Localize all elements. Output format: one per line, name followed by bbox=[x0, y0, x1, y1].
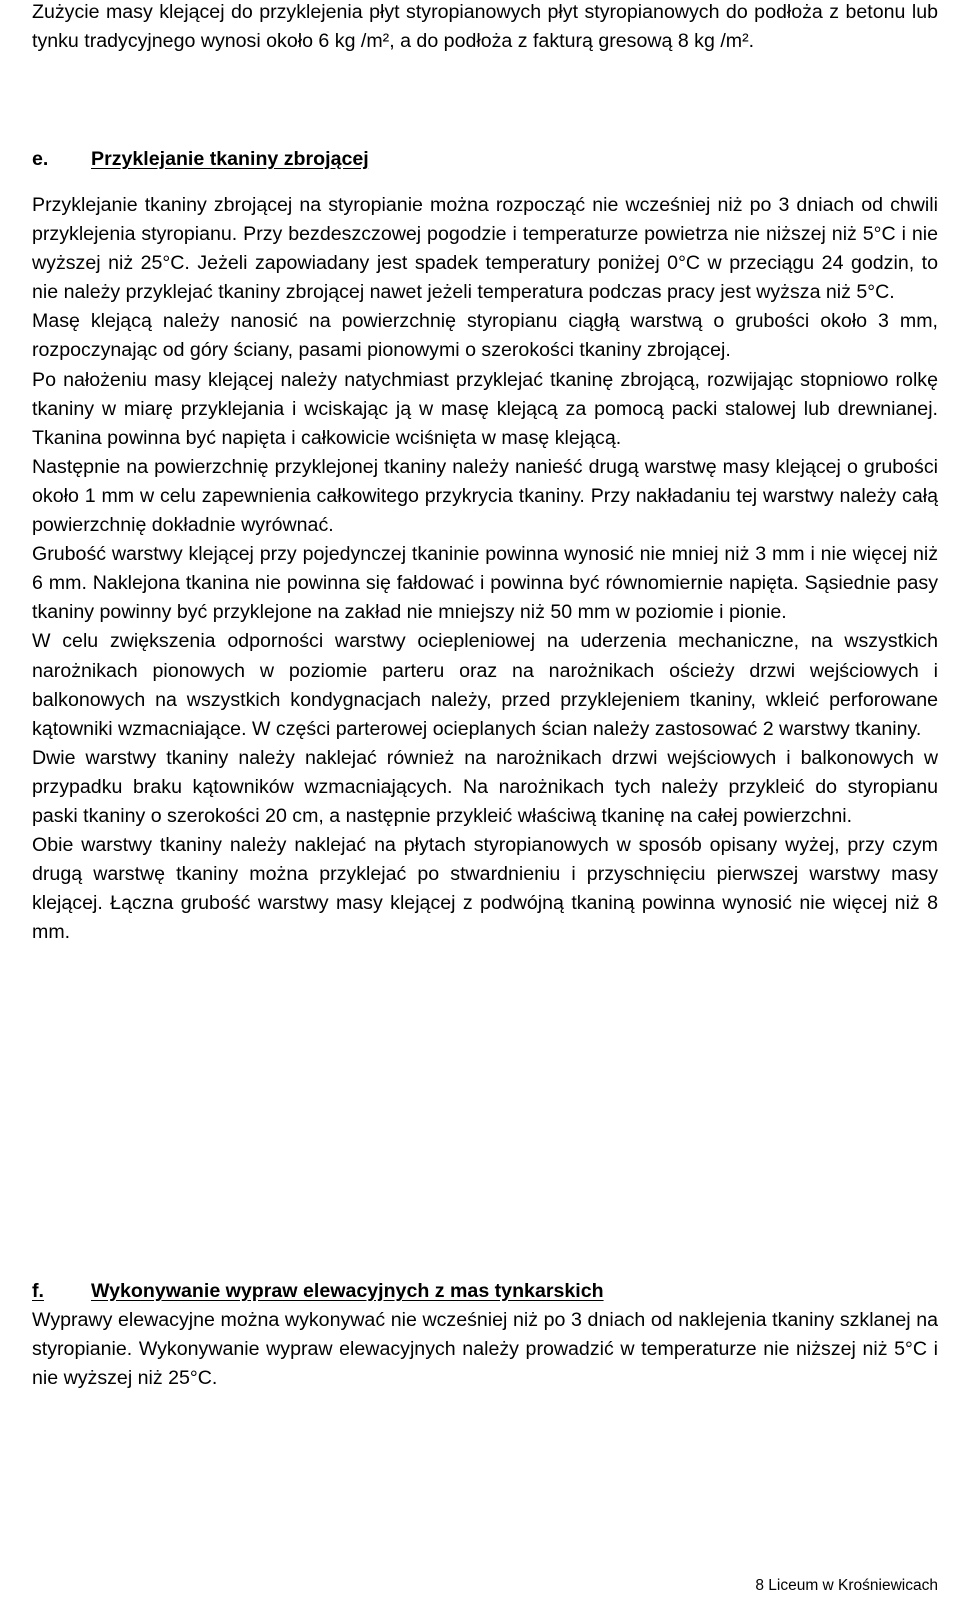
section-e-paragraph: Przyklejanie tkaniny zbrojącej na styropianie można rozpocząć nie wcześniej niż po 3 dniach od chwili przyklejenia styropianu. Przy bezdeszczowej pogodzie i temperaturze powietrza nie niższej niż 5°C i nie wyższej niż 25°C. Jeżeli zapowiadany jest spadek temperatury poniżej 0°C w przeciągu 24 godzin, to nie należy przyklejać tkaniny zbrojącej nawet jeżeli temperatura podczas pracy jest wyższa niż 5°C. bbox=[32, 194, 938, 304]
section-f-paragraph: Wyprawy elewacyjne można wykonywać nie wcześniej niż po 3 dniach od naklejenia tkaniny szklanej na styropianie. Wykonywanie wypraw elewacyjnych należy prowadzić w temperaturze nie niższej niż 5°C i nie wyższej niż 25°C. bbox=[32, 1309, 938, 1390]
section-f-title: Wykonywanie wypraw elewacyjnych z mas tynkarskich bbox=[91, 1280, 604, 1302]
section-f bbox=[32, 1277, 938, 1393]
page-footer: 8 Liceum w Krośniewicach bbox=[755, 1577, 938, 1594]
section-e-paragraph: W celu zwiększenia odporności warstwy ociepleniowej na uderzenia mechaniczne, na wszystkich narożnikach pionowych w poziomie parteru oraz na narożnikach ościeży drzwi wejściowych i balkonowych na wszystkich kondygnacjach należy, przed przyklejeniem tkaniny, wkleić perforowane kątowniki wzmacniające. W części parterowej ocieplanych ścian należy zastosować 2 warstwy tkaniny. bbox=[32, 630, 938, 740]
section-f-letter: f. bbox=[32, 1280, 44, 1302]
section-e-letter: e. bbox=[32, 148, 49, 170]
section-e-heading bbox=[32, 145, 938, 174]
intro-paragraph: Zużycie masy klejącej do przyklejenia płyt styropianowych płyt styropianowych do podłoża z betonu lub tynku tradycyjnego wynosi około 6 kg /m², a do podłoża z fakturą gresową 8 kg /m². bbox=[32, 1, 938, 53]
section-e bbox=[32, 145, 938, 947]
section-e-paragraph: Po nałożeniu masy klejącej należy natychmiast przyklejać tkaninę zbrojącą, rozwijając stopniowo rolkę tkaniny w miarę przyklejania i wciskając ją w masę klejącą za pomocą packi stalowej lub drewnianej. Tkanina powinna być napięta i całkowicie wciśnięta w masę klejącą. bbox=[32, 368, 938, 449]
section-e-paragraph: Obie warstwy tkaniny należy naklejać na płytach styropianowych w sposób opisany wyżej, przy czym drugą warstwę tkaniny można przyklejać po stwardnieniu i przyschnięciu pierwszej warstwy masy klejącej. Łączna grubość warstwy masy klejącej z podwójną tkaniną powinna wynosić nie więcej niż 8 mm. bbox=[32, 834, 938, 944]
section-e-title: Przyklejanie tkaniny zbrojącej bbox=[91, 148, 369, 170]
section-e-paragraph: Dwie warstwy tkaniny należy naklejać również na narożnikach drzwi wejściowych i balkonowych w przypadku braku kątowników wzmacniających. Na narożnikach tych należy przykleić do styropianu paski tkaniny o szerokości 20 cm, a następnie przykleić właściwą tkaninę na całej powierzchni. bbox=[32, 746, 938, 827]
section-e-paragraph: Masę klejącą należy nanosić na powierzchnię styropianu ciągłą warstwą o grubości około 3 mm, rozpoczynając od góry ściany, pasami pionowymi o szerokości tkaniny zbrojącej. bbox=[32, 310, 938, 362]
section-e-paragraph: Grubość warstwy klejącej przy pojedynczej tkaninie powinna wynosić nie mniej niż 3 mm i nie więcej niż 6 mm. Naklejona tkanina nie powinna się fałdować i powinna być równomiernie napięta. Sąsiednie pasy tkaniny powinny być przyklejone na zakład nie mniejszy niż 50 mm w poziomie i pionie. bbox=[32, 543, 938, 624]
section-f-heading bbox=[32, 1277, 938, 1306]
section-e-paragraph: Następnie na powierzchnię przyklejonej tkaniny należy nanieść drugą warstwę masy klejącej o grubości około 1 mm w celu zapewnienia całkowitego przykrycia tkaniny. Przy nakładaniu tej warstwy należy całą powierzchnię dokładnie wyrównać. bbox=[32, 455, 938, 537]
